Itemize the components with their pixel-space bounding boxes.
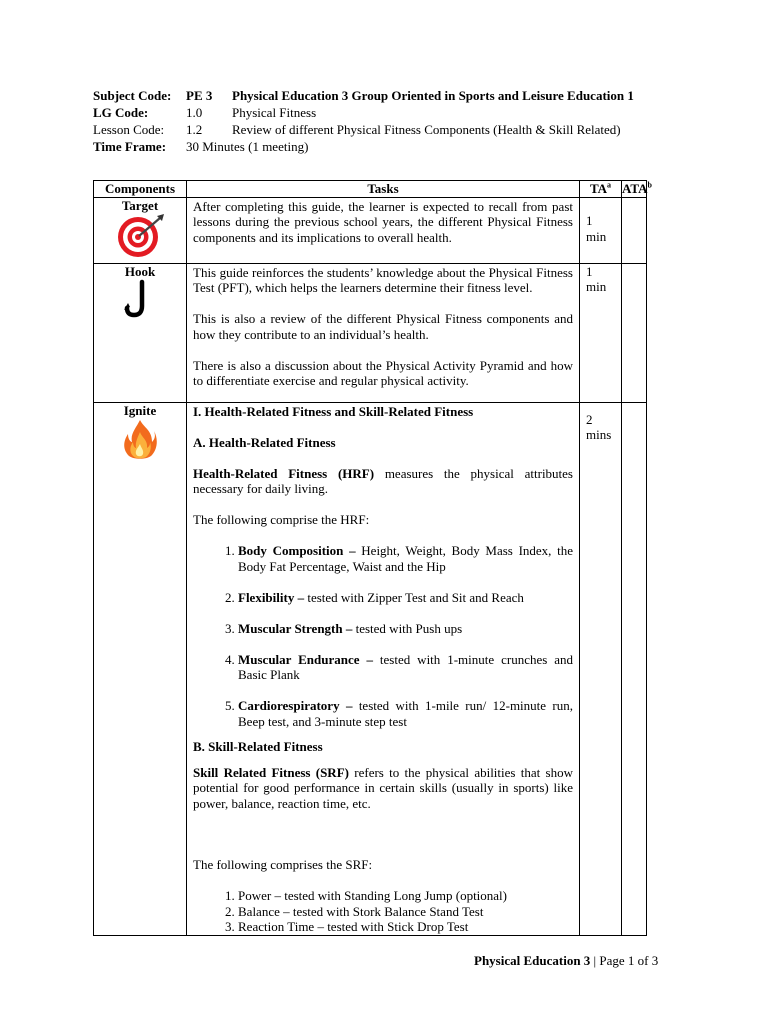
- lesson-table: [93, 180, 652, 936]
- time-label: Time Frame:: [93, 139, 167, 154]
- hook-ta-cell: [580, 263, 622, 402]
- subject-code: PE 3: [186, 88, 213, 103]
- document-header: [93, 87, 693, 155]
- page-number: Page 1 of 3: [599, 953, 659, 968]
- list-item: [238, 621, 573, 637]
- target-row: [94, 197, 647, 263]
- hrf-item-desc: tested with Zipper Test and Sit and Reach: [304, 589, 524, 605]
- lg-title: Physical Fitness: [232, 105, 317, 120]
- hook-ta-unit: min: [586, 279, 607, 294]
- hook-ta-num: 1: [586, 263, 593, 279]
- srf-def-text: refers to the physical abilities that show potential for good performance in certain skills (usually in sports) like power, balance, reaction time, etc.: [193, 764, 573, 811]
- time-value: 30 Minutes (1 meeting): [186, 139, 309, 154]
- hrf-item-term: Body Composition –: [238, 543, 356, 558]
- hook-paragraph-1: This guide reinforces the students’ knowledge about the Physical Fitness Test (PFT), which helps the learners determine their fitness level.: [193, 264, 573, 295]
- target-task-cell: [187, 197, 580, 263]
- hook-paragraph-3: There is also a discussion about the Physical Activity Pyramid and how to differentiate exercise and regular physical activity.: [193, 357, 573, 388]
- target-label: Target: [121, 197, 159, 213]
- lesson-code: 1.2: [186, 122, 203, 137]
- target-text: After completing this guide, the learner is expected to recall from past lessons during the previous school years, the different Physical Fitness components and its implications to overall health.: [193, 198, 573, 245]
- col-components: Components: [94, 181, 187, 198]
- target-ata-cell: [622, 197, 647, 263]
- hrf-item-desc: Height, Weight, Body Mass Index, the Body Fat Percentage, Waist and the Hip: [238, 543, 573, 574]
- hrf-item-term: Flexibility –: [238, 589, 305, 605]
- lg-label: LG Code:: [93, 105, 149, 120]
- ignite-component-cell: [94, 402, 187, 935]
- list-item: [238, 590, 573, 606]
- footer-separator: |: [590, 953, 600, 968]
- hook-row: [94, 263, 647, 402]
- lesson-row: [93, 121, 693, 138]
- hook-label: Hook: [124, 263, 156, 279]
- lesson-label: Lesson Code:: [93, 122, 165, 137]
- ignite-heading: I. Health-Related Fitness and Skill-Related Fitness: [193, 403, 474, 419]
- hrf-item-desc: tested with 1-minute crunches and Basic Plank: [238, 651, 573, 682]
- fire-icon: [122, 418, 158, 462]
- hrf-list: [193, 543, 573, 729]
- hrf-item-term: Cardiorespiratory –: [238, 698, 353, 713]
- col-ata-sup: b: [647, 180, 652, 190]
- ignite-task-cell: [187, 402, 580, 935]
- col-ata-label: ATA: [622, 181, 648, 196]
- footer-title: Physical Education 3: [474, 953, 591, 968]
- srf-definition: [193, 765, 573, 812]
- hrf-subheading: A. Health-Related Fitness: [193, 434, 336, 450]
- list-item: [238, 698, 573, 729]
- ignite-ta-num: 2: [586, 411, 593, 427]
- ignite-row: [94, 402, 647, 935]
- target-ta-num: 1: [586, 213, 593, 228]
- hrf-intro: The following comprise the HRF:: [193, 512, 370, 527]
- ignite-label: Ignite: [123, 402, 157, 418]
- hook-task-cell: [187, 263, 580, 402]
- ignite-ta-cell: [580, 402, 622, 935]
- hook-icon: [120, 279, 160, 321]
- srf-intro: The following comprises the SRF:: [193, 857, 373, 872]
- list-item: 1. Power – tested with Standing Long Jump (optional): [238, 888, 573, 904]
- hrf-term: Health-Related Fitness (HRF): [193, 465, 375, 481]
- lg-code: 1.0: [186, 105, 203, 120]
- list-item: 2. Balance – tested with Stork Balance Stand Test: [238, 904, 573, 920]
- hook-ata-cell: [622, 263, 647, 402]
- ignite-ta-unit: mins: [586, 427, 612, 442]
- srf-term: Skill Related Fitness (SRF): [193, 764, 349, 780]
- hook-paragraph-2: This is also a review of the different Physical Fitness components and how they contribute to an individual’s health.: [193, 311, 573, 342]
- list-item: [238, 652, 573, 683]
- hrf-item-desc: tested with 1-mile run/ 12-minute run, Beep test, and 3-minute step test: [238, 698, 574, 729]
- hrf-item-desc: tested with Push ups: [352, 620, 463, 636]
- col-ta-label: TA: [589, 181, 608, 196]
- list-item: [238, 543, 573, 574]
- time-row: [93, 138, 693, 155]
- target-component-cell: [94, 197, 187, 263]
- hrf-item-term: Muscular Endurance –: [238, 651, 373, 667]
- col-tasks: Tasks: [187, 181, 580, 198]
- col-ata: [622, 180, 652, 198]
- lesson-title: Review of different Physical Fitness Components (Health & Skill Related): [232, 122, 621, 137]
- subject-title: Physical Education 3 Group Oriented in Sports and Leisure Education 1: [232, 88, 634, 103]
- ignite-ata-cell: [622, 402, 647, 935]
- target-ta-unit: min: [586, 228, 607, 244]
- page-footer: [474, 953, 658, 969]
- srf-subheading: B. Skill-Related Fitness: [193, 739, 323, 754]
- table-header-row: [94, 181, 647, 198]
- hrf-def-text: measures the physical attributes necessary for daily living.: [193, 465, 573, 496]
- target-icon: [112, 213, 168, 259]
- list-item: 3. Reaction Time – tested with Stick Drop Test: [238, 919, 573, 935]
- target-ta-cell: [580, 197, 622, 263]
- col-ta: [580, 181, 622, 198]
- hook-component-cell: [94, 263, 187, 402]
- subject-label: Subject Code:: [93, 88, 172, 103]
- hrf-item-term: Muscular Strength –: [238, 620, 353, 636]
- hrf-definition: [193, 466, 573, 497]
- subject-row: [93, 87, 693, 104]
- col-ta-sup: a: [607, 180, 612, 190]
- lg-row: [93, 104, 693, 121]
- srf-list: [193, 888, 573, 935]
